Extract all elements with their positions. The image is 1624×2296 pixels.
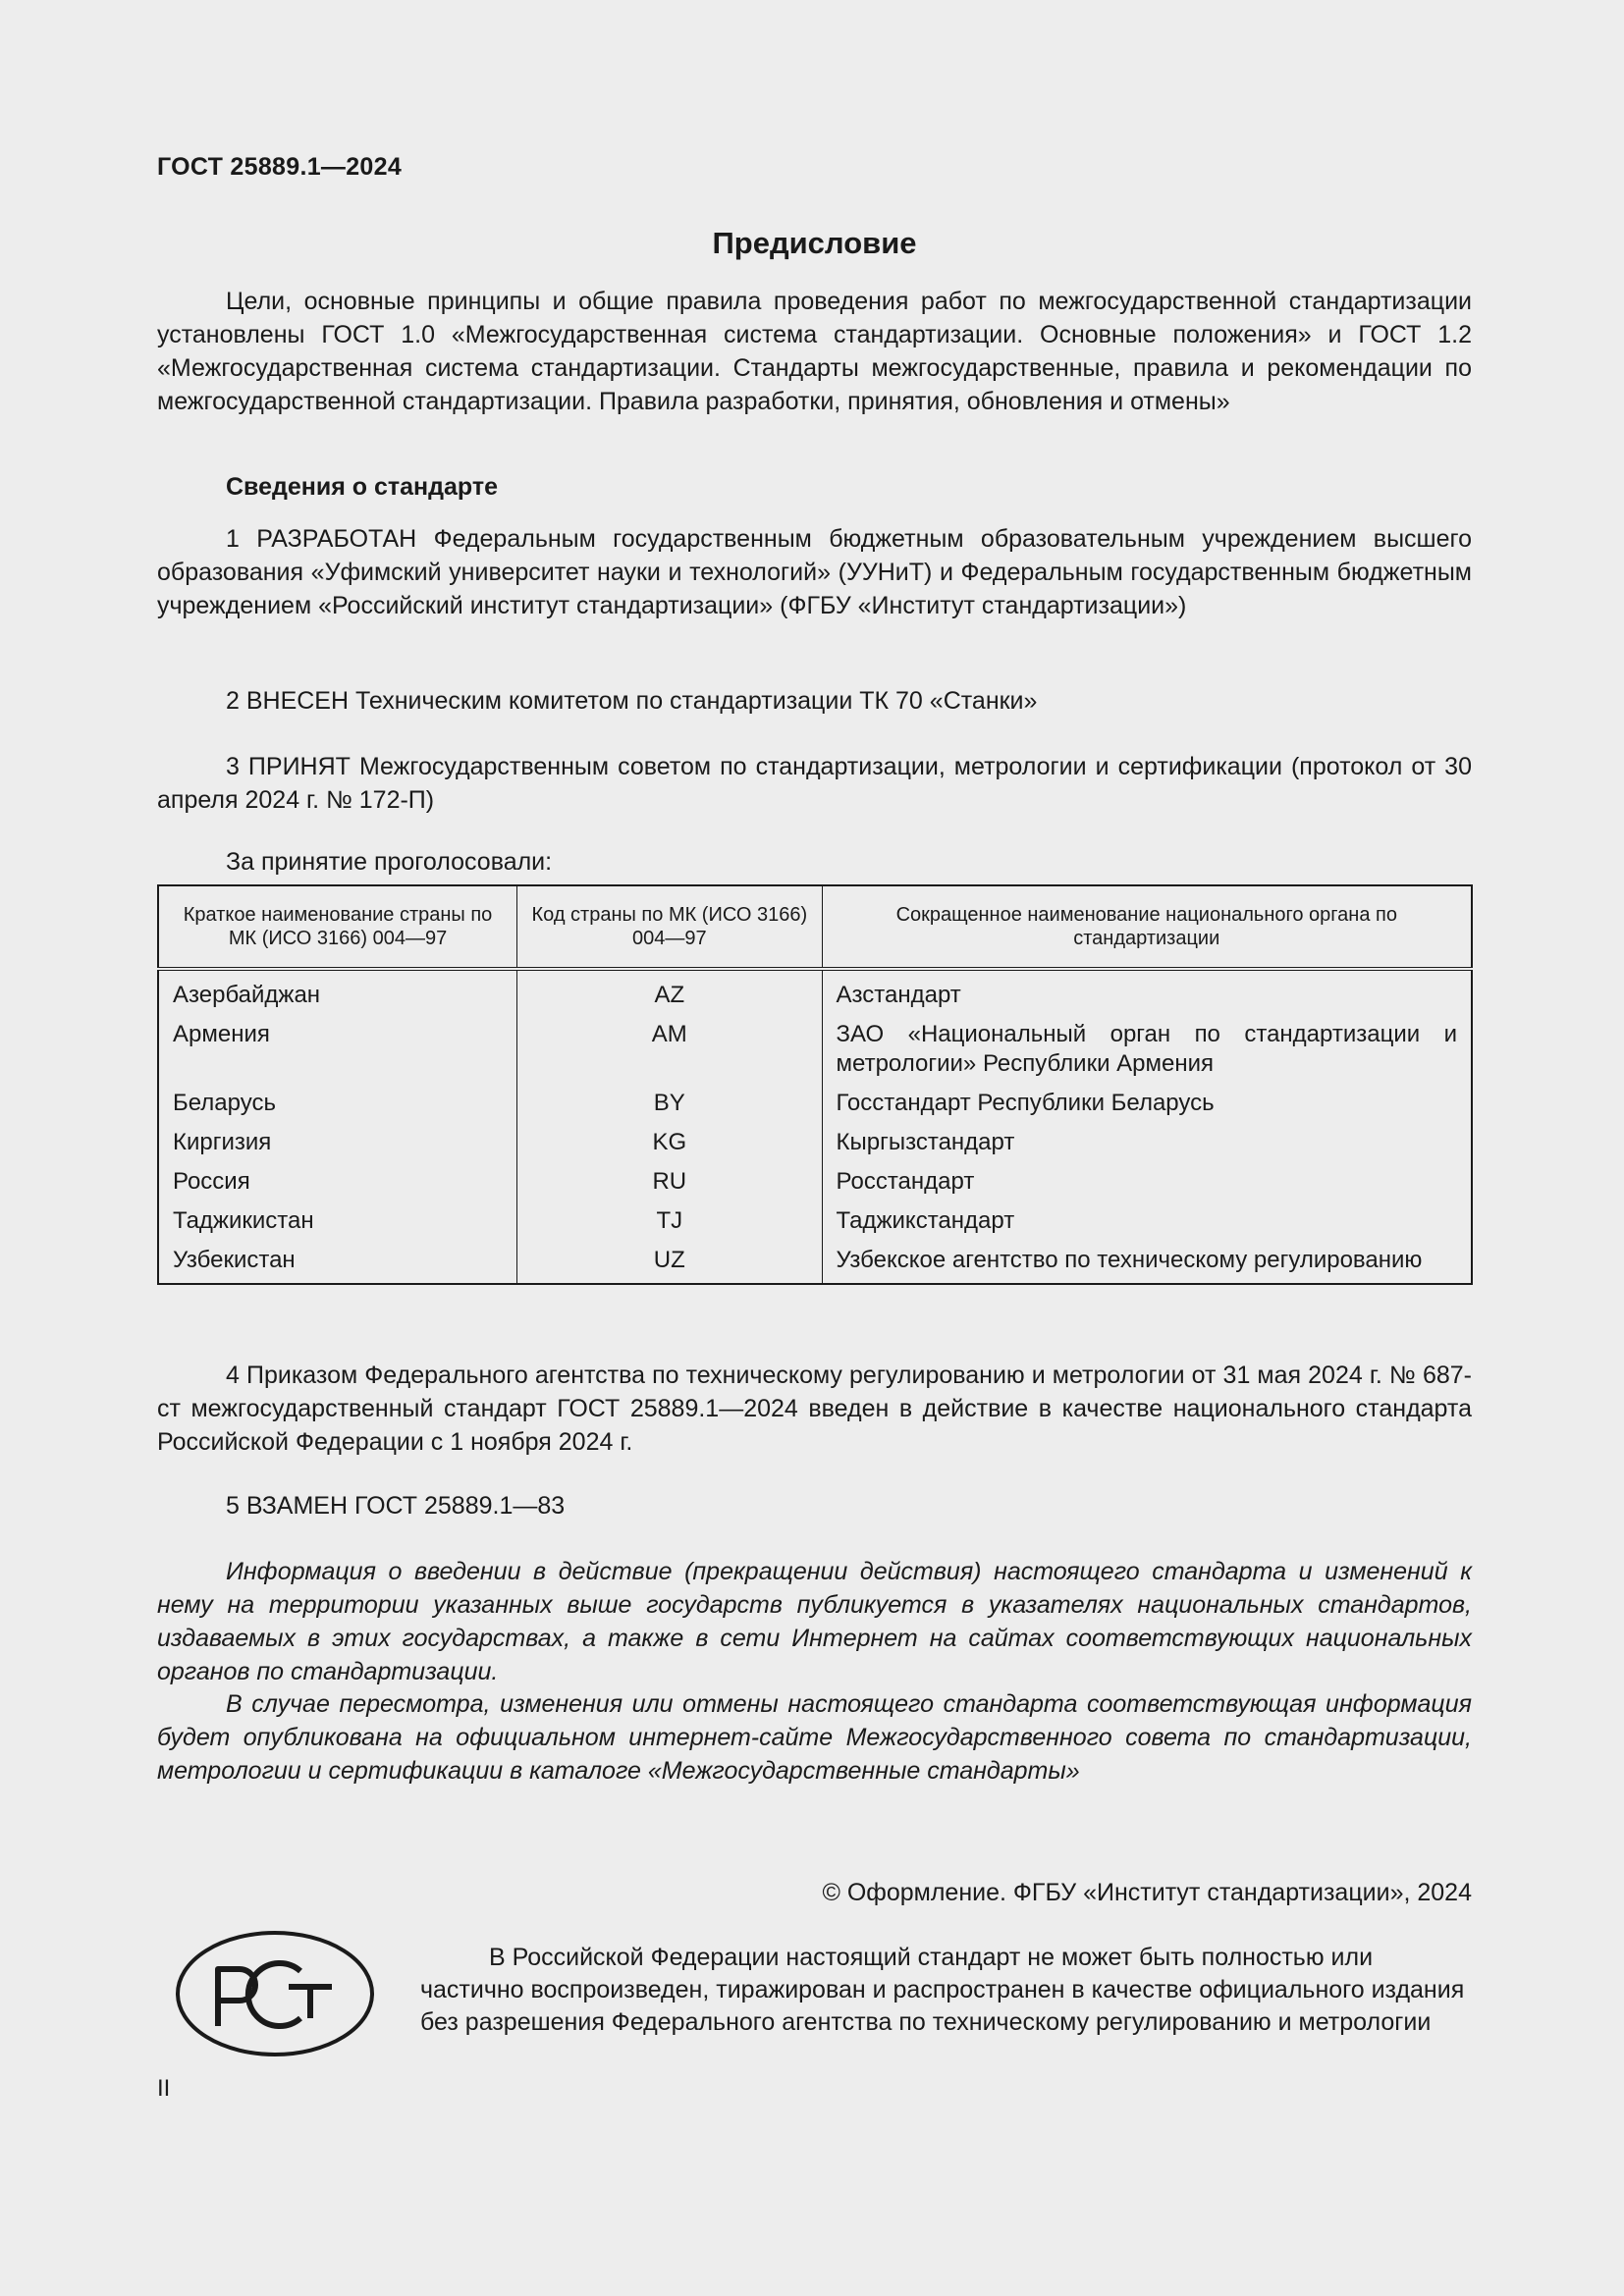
cell-org: Узбекское агентство по техническому регулированию	[822, 1240, 1472, 1284]
cell-code: KG	[517, 1122, 822, 1161]
table-row	[158, 1201, 1472, 1240]
item-1-paragraph: 1 РАЗРАБОТАН Федеральным государственным бюджетным образовательным учреждением высшего образования «Уфимский университет науки и технологий» (УУНиТ) и Федеральным государственным бюджетным учреждением «Российский институт стандартизации» (ФГБУ «Институт стандартизации»)	[157, 525, 1472, 619]
cell-code: UZ	[517, 1240, 822, 1284]
cell-code: BY	[517, 1083, 822, 1122]
cell-country: Киргизия	[158, 1122, 517, 1161]
cell-org: ЗАО «Национальный орган по стандартизации и метрологии» Республики Армения	[822, 1014, 1472, 1083]
vote-intro: За принятие проголосовали:	[226, 848, 553, 876]
cell-country: Беларусь	[158, 1083, 517, 1122]
cell-org: Росстандарт	[822, 1161, 1472, 1201]
table-header-row	[158, 885, 1472, 969]
item-3-paragraph: 3 ПРИНЯТ Межгосударственным советом по стандартизации, метрологии и сертификации (протокол от 30 апреля 2024 г. № 172-П)	[157, 753, 1472, 814]
document-code: ГОСТ 25889.1—2024	[157, 153, 403, 181]
table-row	[158, 1122, 1472, 1161]
section-subtitle: Сведения о стандарте	[226, 473, 499, 501]
cell-org: Таджикстандарт	[822, 1201, 1472, 1240]
item-2-paragraph: 2 ВНЕСЕН Техническим комитетом по стандартизации ТК 70 «Станки»	[226, 687, 1038, 715]
page-title: Предисловие	[712, 226, 917, 260]
header-org: Сокращенное наименование национального органа по стандартизации	[822, 885, 1472, 969]
table-row	[158, 1083, 1472, 1122]
cell-country: Узбекистан	[158, 1240, 517, 1284]
cell-org: Госстандарт Республики Беларусь	[822, 1083, 1472, 1122]
reproduction-notice: В Российской Федерации настоящий стандарт не может быть полностью или частично воспроизведен, тиражирован и распространен в качестве официального издания без разрешения Федерального агентства по техническому регулированию и метрологии	[420, 1944, 1465, 2036]
info-paragraph-2: В случае пересмотра, изменения или отмены настоящего стандарта соответствующая информация будет опубликована на официальном интернет-сайте Межгосударственного совета по стандартизации, метрологии и сертификации в каталоге «Межгосударственные стандарты»	[157, 1690, 1472, 1785]
cell-org: Азстандарт	[822, 969, 1472, 1014]
header-code: Код страны по МК (ИСО 3166) 004—97	[517, 885, 822, 969]
copyright-line: © Оформление. ФГБУ «Институт стандартизации», 2024	[822, 1879, 1472, 1906]
info-paragraph-1: Информация о введении в действие (прекращении действия) настоящего стандарта и изменений к нему на территории указанных выше государств публикуется в указателях национальных стандартов, издаваемых в этих государствах, а также в сети Интернет на сайтах соответствующих национальных органов по стандартизации.	[157, 1558, 1472, 1685]
table-row	[158, 969, 1472, 1014]
table-row	[158, 1161, 1472, 1201]
cell-country: Россия	[158, 1161, 517, 1201]
cell-code: TJ	[517, 1201, 822, 1240]
cell-code: RU	[517, 1161, 822, 1201]
table-row	[158, 1014, 1472, 1083]
voting-table	[157, 884, 1473, 1285]
intro-paragraph: Цели, основные принципы и общие правила проведения работ по межгосударственной стандартизации установлены ГОСТ 1.0 «Межгосударственная система стандартизации. Основные положения» и ГОСТ 1.2 «Межгосударственная система стандартизации. Стандарты межгосударственные, правила и рекомендации по межгосударственной стандартизации. Правила разработки, принятия, обновления и отмены»	[157, 288, 1472, 415]
cell-code: AZ	[517, 969, 822, 1014]
item-4-paragraph: 4 Приказом Федерального агентства по техническому регулированию и метрологии от 31 мая 2024 г. № 687-ст межгосударственный стандарт ГОСТ 25889.1—2024 введен в действие в качестве национального стандарта Российской Федерации с 1 ноября 2024 г.	[157, 1362, 1472, 1456]
pct-certification-logo-icon	[175, 1930, 375, 2057]
cell-org: Кыргызстандарт	[822, 1122, 1472, 1161]
cell-country: Армения	[158, 1014, 517, 1083]
cell-country: Азербайджан	[158, 969, 517, 1014]
cell-code: AM	[517, 1014, 822, 1083]
cell-country: Таджикистан	[158, 1201, 517, 1240]
item-5-paragraph: 5 ВЗАМЕН ГОСТ 25889.1—83	[226, 1492, 566, 1520]
header-country: Краткое наименование страны по МК (ИСО 3166) 004—97	[158, 885, 517, 969]
table-row	[158, 1240, 1472, 1284]
page-number: II	[157, 2075, 171, 2102]
